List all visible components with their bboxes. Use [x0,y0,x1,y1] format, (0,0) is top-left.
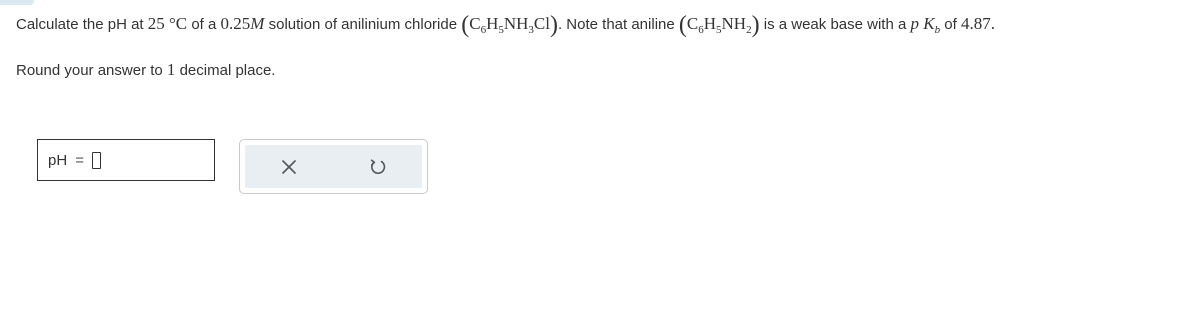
question-intro: Calculate the pH at [16,16,144,33]
top-tab-indicator [0,0,34,5]
formula-anilinium-chloride: $(C_6H_5NH_3Cl)$ [461,12,558,38]
decimal-places-value: 1 [166,60,176,79]
answer-input[interactable] [92,152,101,169]
question-text: Calculate the pH at 25 °C of a 0.25M solution of anilinium chloride $(C_6H_5NH_3Cl)$. Note that aniline $(C_6H_5NH_2)$ is a weak base with a p $K_b$ of 4.87. [16,12,995,38]
concentration-value: 0.25 [220,14,251,33]
clear-button[interactable] [269,150,309,184]
answer-tools-inner [245,145,422,188]
note-text: . Note that aniline [557,16,675,33]
x-icon [282,160,296,174]
formula-aniline: $(C_6H_5NH_2)$ [678,12,760,38]
solution-text: solution of anilinium chloride [268,16,458,33]
question-of: of [944,16,957,33]
answer-box [37,139,215,181]
weak-base-text: is a weak base with a [763,16,907,33]
temperature-value: 25 °C [147,14,188,33]
equals-sign: = [75,151,84,169]
molar-unit: M [250,14,265,33]
ph-label: pH [48,151,68,169]
undo-icon [369,158,387,176]
rounding-instruction: Round your answer to 1 decimal place. [16,60,276,79]
answer-tools-panel [239,139,428,194]
question-of-a: of a [191,16,217,33]
pkb-symbol: p $K_b$ [910,14,941,36]
pkb-value: 4.87 [960,14,991,33]
undo-button[interactable] [358,150,398,184]
